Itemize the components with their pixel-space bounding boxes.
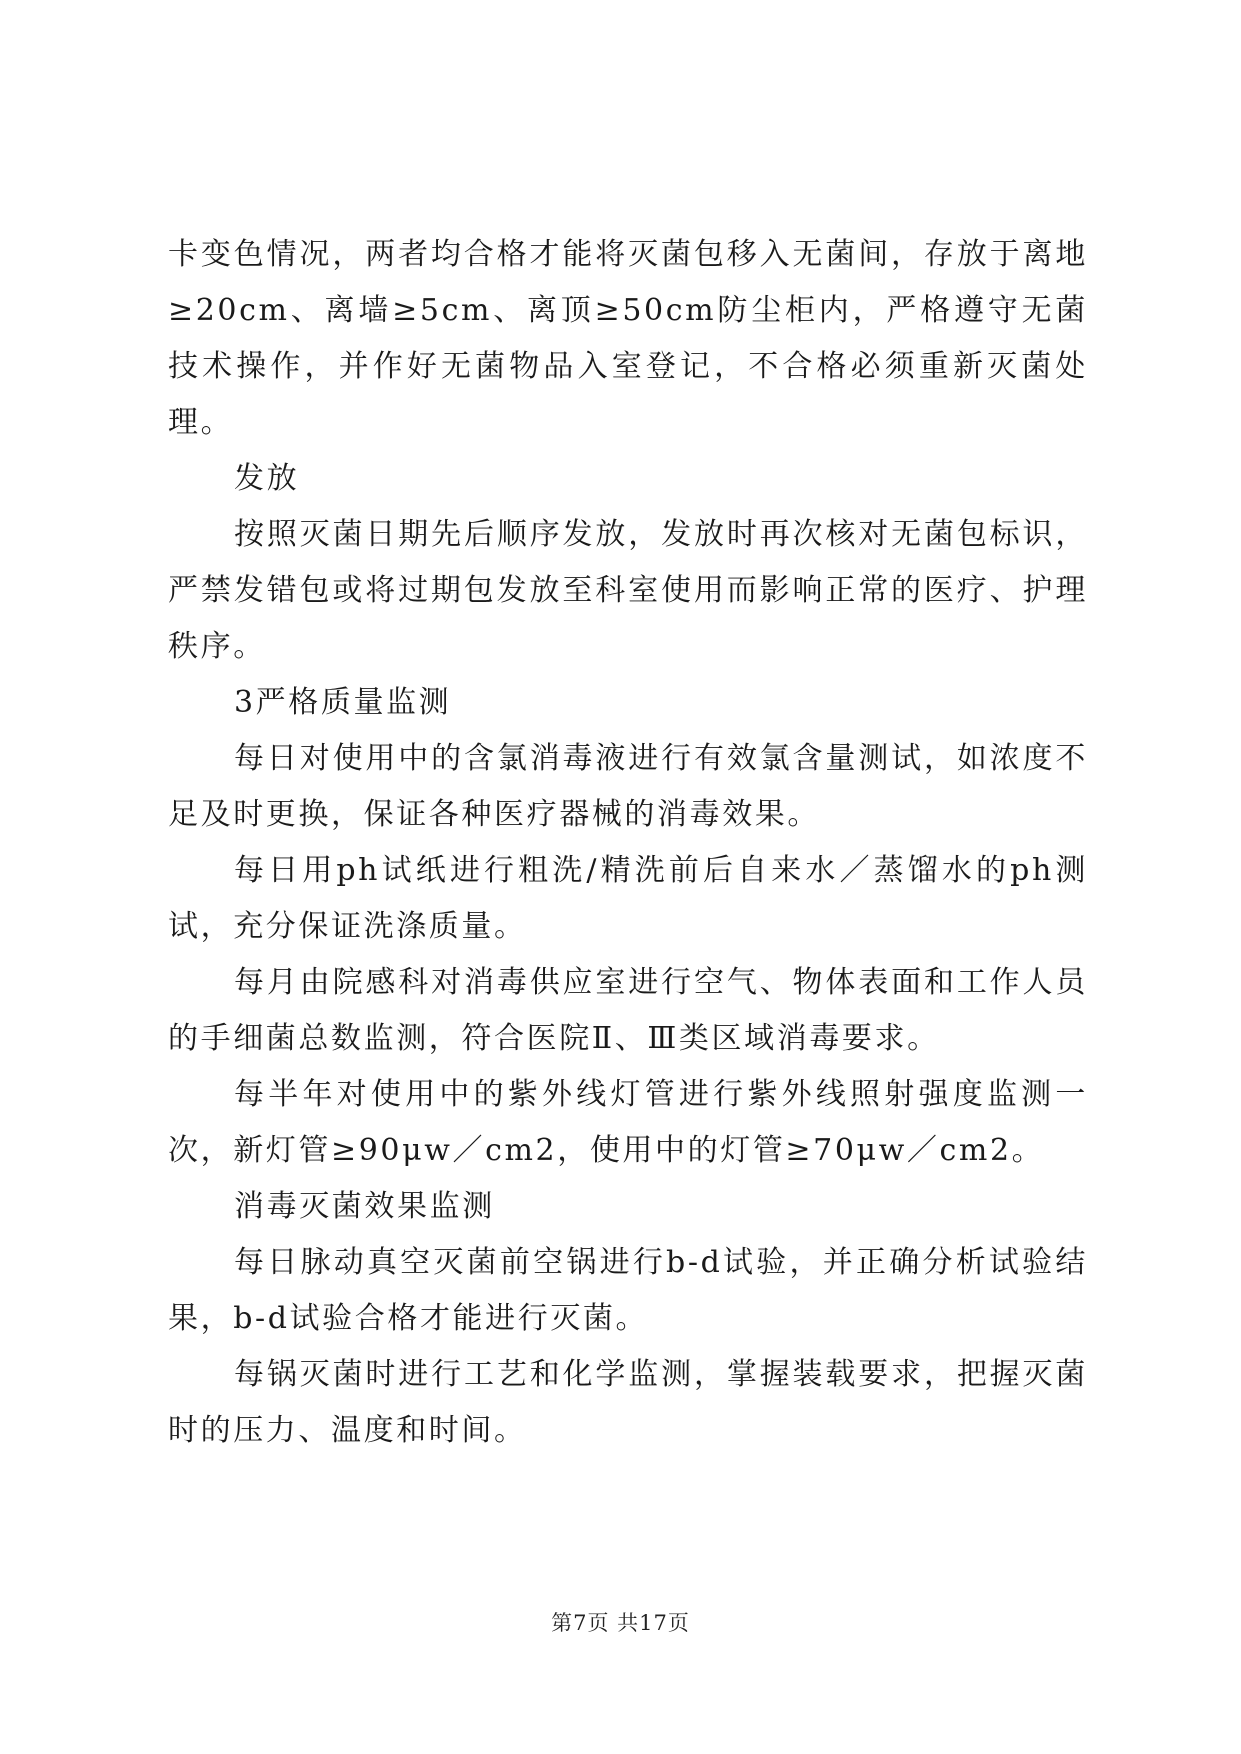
document-body [168, 227, 1088, 1459]
paragraph-bacteria-monitoring: 每月由院感科对消毒供应室进行空气、物体表面和工作人员的手细菌总数监测，符合医院Ⅱ、Ⅲ类区域消毒要求。 [168, 965, 1088, 1056]
paragraph-ph-test: 每日用ph试纸进行粗洗/精洗前后自来水／蒸馏水的ph测试，充分保证洗涤质量。 [168, 853, 1088, 944]
page-footer [0, 1607, 1241, 1637]
heading-quality-monitoring: 3严格质量监测 [234, 685, 452, 720]
paragraph-uv-monitoring: 每半年对使用中的紫外线灯管进行紫外线照射强度监测一次，新灯管≥90μw／cm2，使用中的灯管≥70μw／cm2。 [168, 1077, 1088, 1168]
paragraph-process-monitoring: 每锅灭菌时进行工艺和化学监测，掌握装载要求，把握灭菌时的压力、温度和时间。 [168, 1357, 1088, 1448]
paragraph-distribution: 按照灭菌日期先后顺序发放，发放时再次核对无菌包标识，严禁发错包或将过期包发放至科室使用而影响正常的医疗、护理秩序。 [168, 517, 1088, 664]
paragraph-bd-test: 每日脉动真空灭菌前空锅进行b-d试验，并正确分析试验结果，b-d试验合格才能进行灭菌。 [168, 1245, 1088, 1336]
paragraph-storage-conditions: 卡变色情况，两者均合格才能将灭菌包移入无菌间，存放于离地≥20cm、离墙≥5cm、离顶≥50cm防尘柜内，严格遵守无菌技术操作，并作好无菌物品入室登记，不合格必须重新灭菌处理。 [168, 237, 1088, 440]
paragraph-chlorine-test: 每日对使用中的含氯消毒液进行有效氯含量测试，如浓度不足及时更换，保证各种医疗器械的消毒效果。 [168, 741, 1088, 832]
heading-sterilization-monitoring: 消毒灭菌效果监测 [234, 1189, 495, 1224]
heading-distribution: 发放 [234, 461, 300, 496]
page-number: 第7页 共17页 [551, 1611, 690, 1635]
